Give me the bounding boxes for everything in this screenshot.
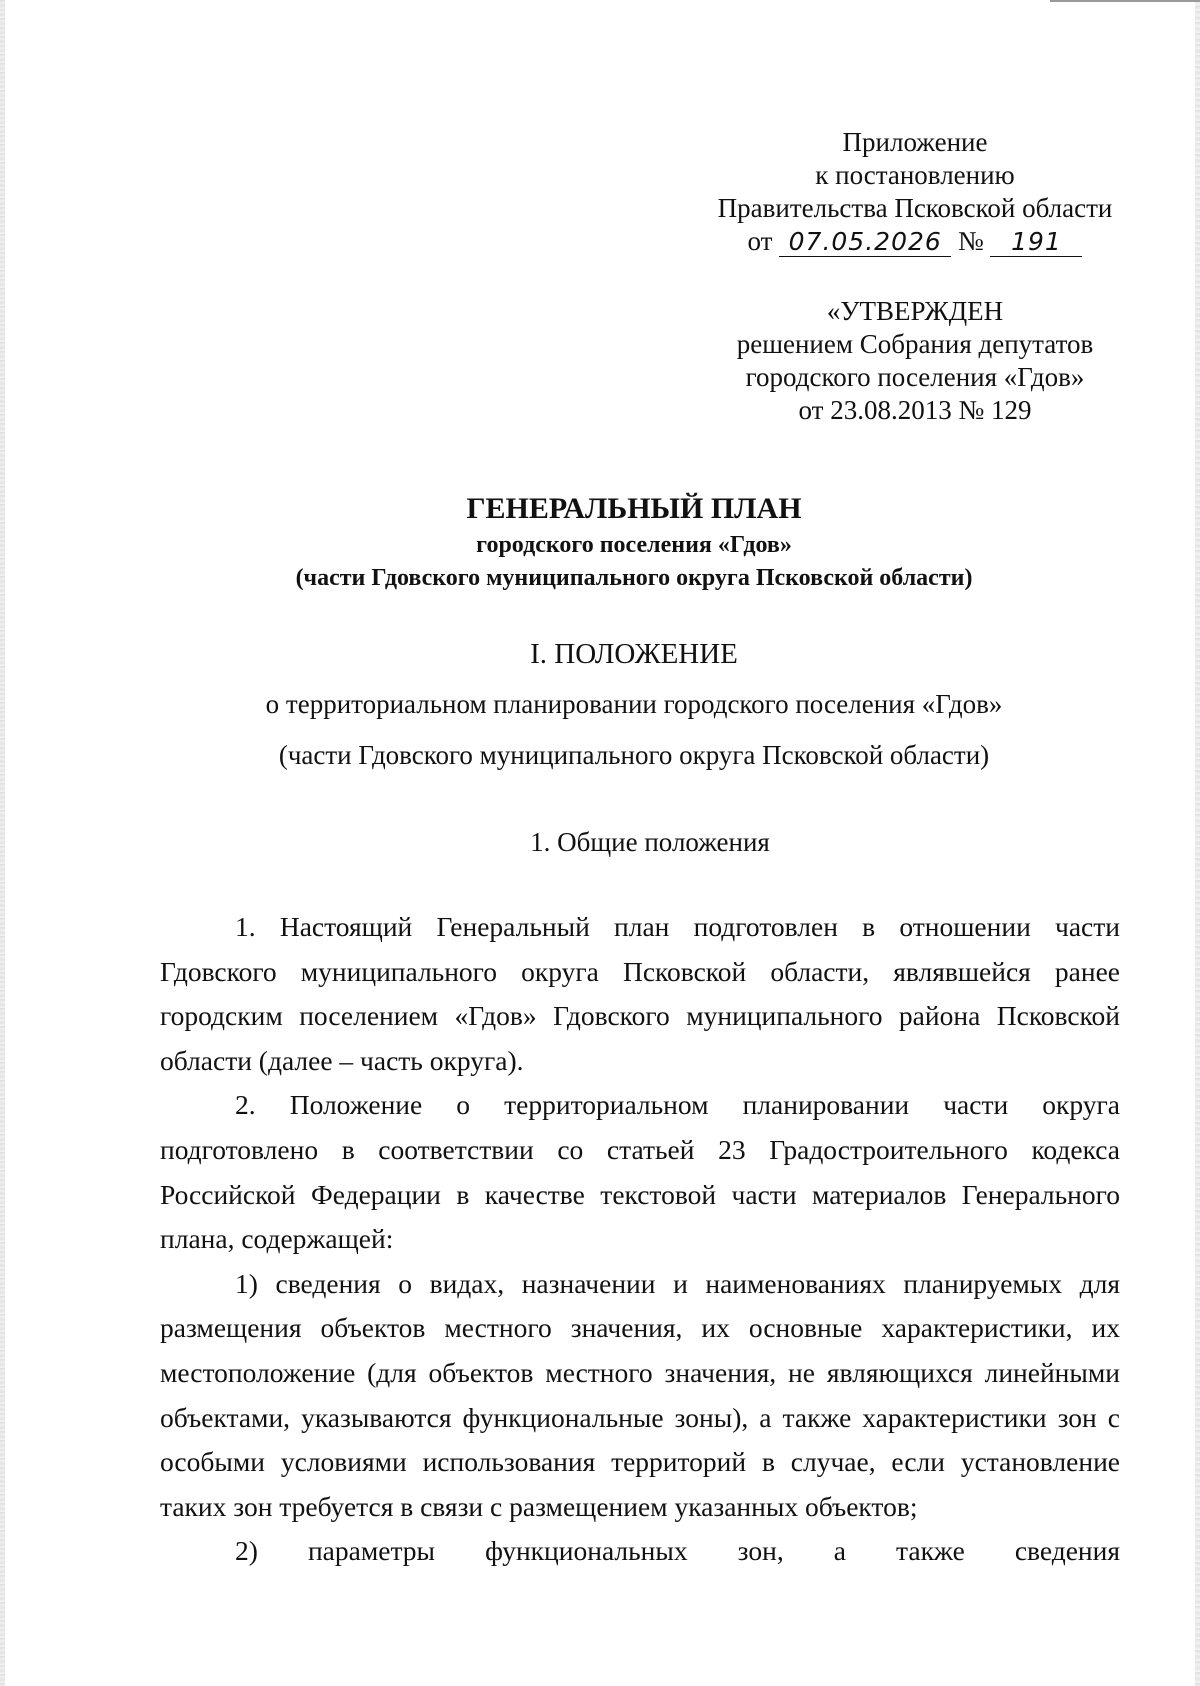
paragraph-item-1: 1) сведения о видах, назначении и наименованиях планируемых для размещения объектов местного значения, их основные характеристики, их местоположение (для объектов местного значения, не являющихся линейными объектами, указываются функциональные зоны), а также характеристики зон с особыми условиями использования территорий в случае, если установление таких зон требуется в связи с размещением указанных объектов; (160, 1267, 1120, 1522)
paragraph-2: 2. Положение о территориальном планировании части округа подготовлено в соответствии со статьей 23 Градостроительного кодекса Российской Федерации в качестве текстовой части материалов Генерального плана, содержащей: (160, 1089, 1120, 1255)
subsection-heading: 1. Общие положения (530, 827, 770, 857)
appendix-line-3: Правительства Псковской области (717, 193, 1113, 223)
number-sign: № (957, 226, 984, 256)
appendix-block (705, 126, 1125, 258)
appendix-date-line (705, 225, 1125, 258)
approval-stamp-block (720, 295, 1110, 427)
document-body (160, 905, 1120, 1574)
handwritten-date: 07.05.2026 (779, 228, 951, 257)
document-subtitle-2: (части Гдовского муниципального округа Псковской области) (295, 565, 973, 591)
document-subtitle-1: городского поселения «Гдов» (476, 532, 792, 558)
scan-right-edge (1195, 0, 1200, 1686)
scan-top-line (1050, 0, 1200, 2)
document-title: ГЕНЕРАЛЬНЫЙ ПЛАН (466, 492, 802, 525)
approved-line-3: городского поселения «Гдов» (745, 362, 1085, 392)
date-prefix: от (747, 226, 773, 256)
paragraph-item-2: 2) параметры функциональных зон, а также сведения (235, 1535, 1120, 1567)
section-about-line-1: о территориальном планировании городского поселения «Гдов» (265, 689, 1003, 719)
paragraph-1: 1. Настоящий Генеральный план подготовлен в отношении части Гдовского муниципального округа Псковской области, являвшейся ранее городским поселением «Гдов» Гдовского муниципального района Псковской области (далее – часть округа). (160, 911, 1120, 1076)
approved-line-2: решением Собрания депутатов (736, 329, 1094, 359)
approved-line-4: от 23.08.2013 № 129 (798, 395, 1032, 425)
section-heading: I. ПОЛОЖЕНИЕ (530, 638, 738, 670)
appendix-line-2: к постановлению (815, 160, 1015, 190)
handwritten-number: 191 (990, 228, 1082, 257)
section-about-line-2: (части Гдовского муниципального округа Псковской области) (278, 740, 990, 770)
appendix-line-1: Приложение (842, 127, 988, 157)
approved-line-1: «УТВЕРЖДЕН (826, 296, 1004, 326)
scan-left-edge (0, 0, 5, 1686)
